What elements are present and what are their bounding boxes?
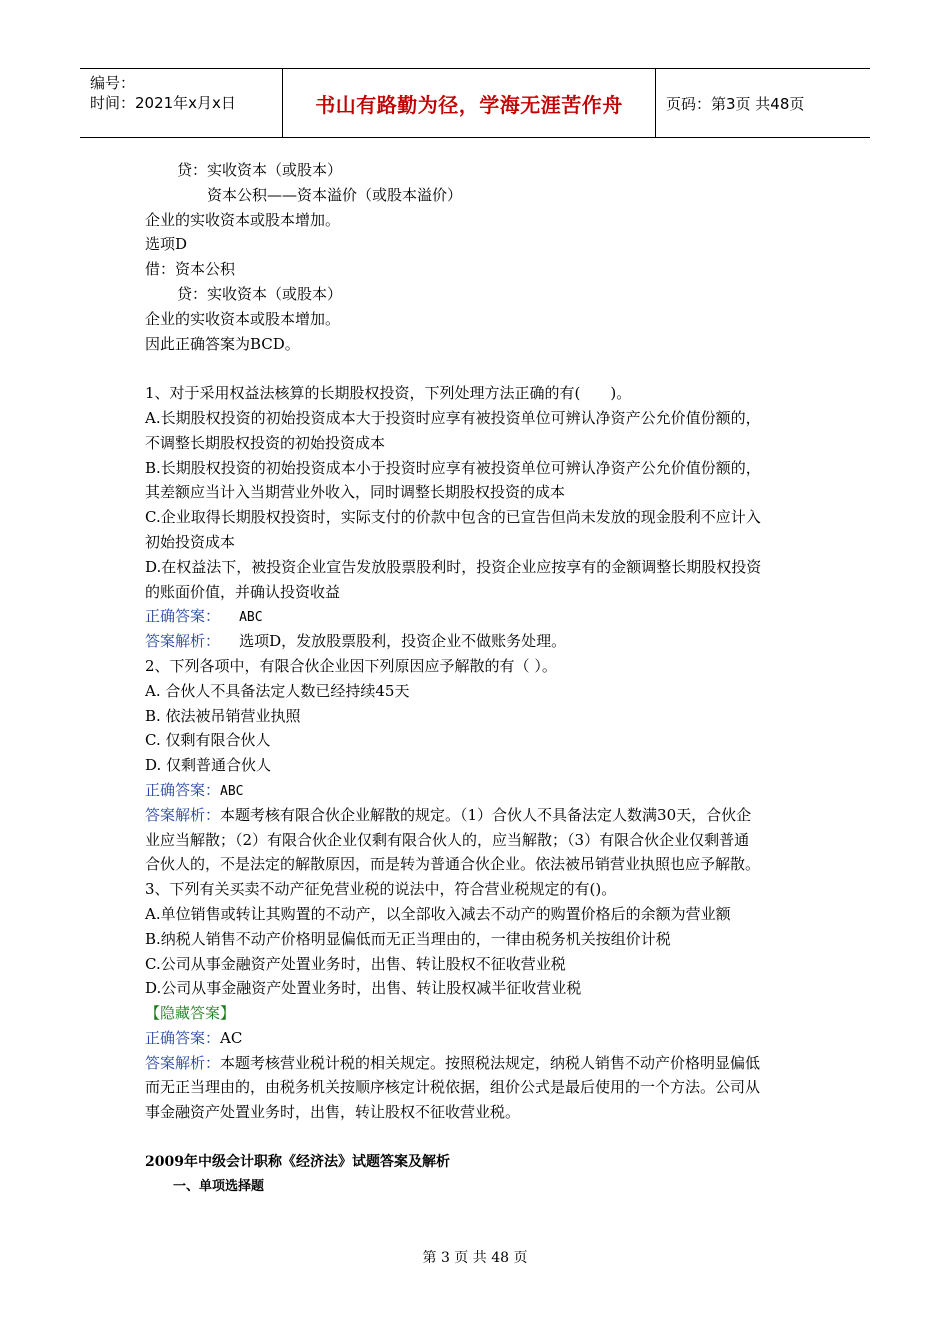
question-3-stem: 3、下列有关买卖不动产征免营业税的说法中，符合营业税规定的有()。 bbox=[145, 880, 617, 899]
question-3-option-a: A.单位销售或转让其购置的不动产，以全部收入减去不动产的购置价格后的余额为营业额 bbox=[145, 904, 731, 923]
question-2-answer bbox=[145, 778, 815, 803]
question-3-answer bbox=[145, 1026, 815, 1051]
question-2-option-d: D. 仅剩普通合伙人 bbox=[145, 756, 272, 775]
question-2-analysis bbox=[145, 803, 815, 828]
text-line: 借：资本公积 bbox=[145, 260, 236, 279]
analysis-label: 答案解析： bbox=[145, 632, 221, 651]
question-3-analysis-cont: 事金融资产处置业务时，出售，转让股权不征收营业税。 bbox=[145, 1103, 521, 1122]
question-3-option-c: C.公司从事金融资产处置业务时，出售、转让股权不征收营业税 bbox=[145, 954, 566, 973]
motto-text: 书山有路勤为径，学海无涯苦作舟 bbox=[315, 92, 623, 117]
question-2-stem: 2、下列各项中，有限合伙企业因下列原因应予解散的有（ ）。 bbox=[145, 656, 557, 675]
analysis-text: 本题考核有限合伙企业解散的规定。（1）合伙人不具备法定人数满30天，合伙企 bbox=[220, 805, 752, 824]
section-title: 2009年中级会计职称《经济法》试题答案及解析 bbox=[145, 1153, 450, 1170]
page-footer: 第 3 页 共 48 页 bbox=[422, 1250, 528, 1266]
question-1-analysis bbox=[145, 629, 815, 654]
question-2-option-a: A. 合伙人不具备法定人数已经持续45天 bbox=[145, 681, 410, 700]
hidden-answer-toggle[interactable]: 【隐藏答案】 bbox=[145, 1004, 236, 1023]
question-1-answer bbox=[145, 604, 815, 629]
text-line: 企业的实收资本或股本增加。 bbox=[145, 309, 341, 328]
blank-line bbox=[145, 1125, 815, 1150]
answer-label: 正确答案： bbox=[145, 607, 221, 626]
analysis-text: 本题考核营业税计税的相关规定。按照税法规定，纳税人销售不动产价格明显偏低 bbox=[220, 1053, 761, 1072]
doc-date-label: 时间：2021年x月x日 bbox=[90, 94, 236, 112]
analysis-label: 答案解析： bbox=[145, 1053, 221, 1072]
analysis-text: 选项D，发放股票股利，投资企业不做账务处理。 bbox=[239, 632, 567, 651]
question-3-option-b: B.纳税人销售不动产价格明显偏低而无正当理由的，一律由税务机关按组价计税 bbox=[145, 929, 671, 948]
answer-label: 正确答案： bbox=[145, 780, 221, 799]
question-1-option-a-cont: 不调整长期股权投资的初始投资成本 bbox=[145, 433, 386, 452]
text-line: 资本公积——资本溢价（或股本溢价） bbox=[207, 185, 463, 204]
text-line: 选项D bbox=[145, 235, 188, 254]
answer-value: ABC bbox=[239, 610, 263, 626]
question-1-option-c-cont: 初始投资成本 bbox=[145, 532, 236, 551]
header-meta-cell bbox=[80, 69, 283, 137]
analysis-label: 答案解析： bbox=[145, 805, 221, 824]
text-line: 企业的实收资本或股本增加。 bbox=[145, 210, 341, 229]
page-header bbox=[80, 68, 870, 138]
blank-line bbox=[145, 356, 815, 381]
question-1-option-d-cont: 的账面价值，并确认投资收益 bbox=[145, 582, 341, 601]
question-1-stem: 1、对于采用权益法核算的长期股权投资，下列处理方法正确的有( )。 bbox=[145, 384, 632, 403]
text-line: 贷：实收资本（或股本） bbox=[177, 161, 343, 179]
answer-label: 正确答案： bbox=[145, 1028, 221, 1047]
question-1-option-b: B.长期股权投资的初始投资成本小于投资时应享有被投资单位可辨认净资产公允价值份额的， bbox=[145, 458, 761, 477]
text-line: 因此正确答案为BCD。 bbox=[145, 334, 300, 353]
question-2-analysis-cont: 业应当解散；（2）有限合伙企业仅剩有限合伙人的，应当解散；（3）有限合伙企业仅剩普通 bbox=[145, 830, 750, 849]
question-3-analysis bbox=[145, 1051, 815, 1076]
text-line: 贷：实收资本（或股本） bbox=[177, 284, 343, 303]
question-1-option-d: D.在权益法下，被投资企业宣告发放股票股利时，投资企业应按享有的金额调整长期股权投资 bbox=[145, 557, 762, 576]
question-3-analysis-cont: 而无正当理由的，由税务机关按顺序核定计税依据，组价公式是最后使用的一个方法。公司从 bbox=[145, 1078, 761, 1097]
question-1-option-b-cont: 其差额应当计入当期营业外收入，同时调整长期股权投资的成本 bbox=[145, 483, 566, 502]
document-body bbox=[145, 158, 815, 1199]
question-3-option-d: D.公司从事金融资产处置业务时，出售、转让股权减半征收营业税 bbox=[145, 979, 582, 998]
doc-number-label: 编号： bbox=[90, 74, 136, 92]
question-1-option-c: C.企业取得长期股权投资时，实际支付的价款中包含的已宣告但尚未发放的现金股利不应计入 bbox=[145, 508, 761, 527]
header-motto-cell bbox=[283, 69, 656, 137]
answer-value: ABC bbox=[220, 783, 244, 799]
header-page-cell bbox=[656, 69, 870, 137]
question-2-option-b: B. 依法被吊销营业执照 bbox=[145, 706, 301, 725]
page-info: 页码：第3页 共48页 bbox=[666, 94, 805, 113]
question-2-analysis-cont: 合伙人的，不是法定的解散原因，而是转为普通合伙企业。依法被吊销营业执照也应予解散。 bbox=[145, 855, 761, 874]
section-subtitle: 一、单项选择题 bbox=[173, 1178, 265, 1194]
question-1-option-a: A.长期股权投资的初始投资成本大于投资时应享有被投资单位可辨认净资产公允价值份额的， bbox=[145, 408, 761, 427]
question-2-option-c: C. 仅剩有限合伙人 bbox=[145, 731, 271, 750]
answer-value: AC bbox=[220, 1028, 243, 1047]
